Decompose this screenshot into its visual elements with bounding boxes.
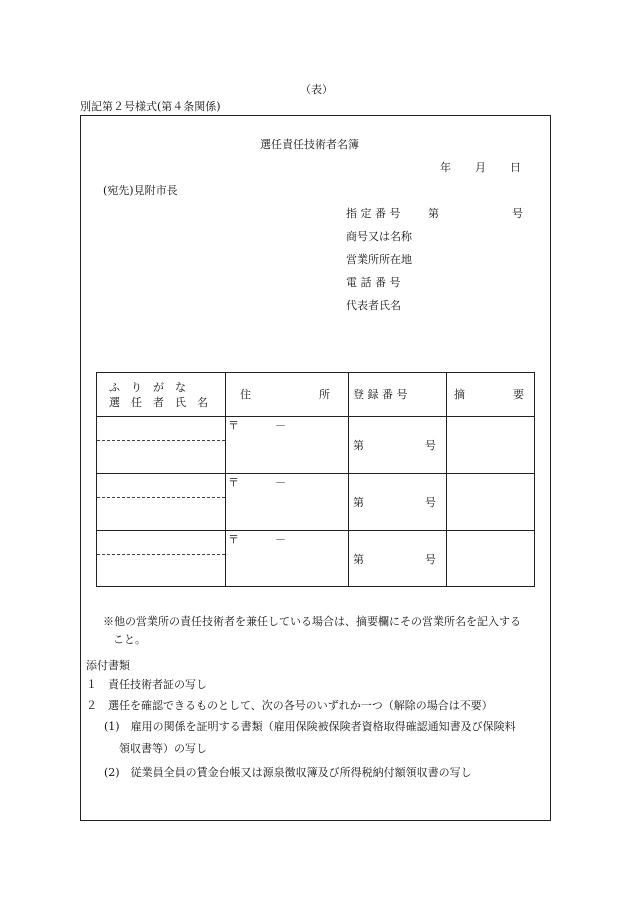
attachments-heading: 添付書類 bbox=[86, 659, 130, 672]
attachment-sub-1-line-2: 領収書等）の写し bbox=[119, 742, 207, 755]
form-title: 選任責任技術者名簿 bbox=[260, 138, 359, 151]
top-label: （表） bbox=[300, 83, 333, 96]
header-notes-2: 要 bbox=[513, 388, 524, 401]
row3-reg-prefix: 第 bbox=[353, 553, 364, 566]
furigana-divider bbox=[97, 440, 225, 441]
row2-reg-suffix: 号 bbox=[425, 496, 436, 509]
header-notes-1: 摘 bbox=[454, 388, 465, 401]
table-col-divider bbox=[446, 373, 447, 586]
row1-dash: － bbox=[275, 419, 286, 432]
row1-reg-suffix: 号 bbox=[425, 439, 436, 452]
header-furigana: ふ り が な bbox=[109, 381, 186, 394]
row2-dash: － bbox=[275, 476, 286, 489]
table-col-divider bbox=[225, 373, 226, 586]
attachment-item-1: １ 責任技術者証の写し bbox=[86, 678, 207, 691]
table-row-divider bbox=[97, 416, 534, 417]
form-id: 別記第２号様式(第４条関係) bbox=[80, 100, 221, 113]
table-row-divider bbox=[97, 473, 534, 474]
header-address-1: 住 bbox=[240, 388, 251, 401]
trade-name-label: 商号又は名称 bbox=[346, 230, 412, 243]
designation-prefix: 第 bbox=[428, 207, 439, 220]
designation-suffix: 号 bbox=[512, 207, 523, 220]
note-line-2: こと。 bbox=[113, 633, 146, 646]
row1-reg-prefix: 第 bbox=[353, 439, 364, 452]
furigana-divider bbox=[97, 497, 225, 498]
header-notes bbox=[454, 389, 524, 400]
row3-reg-suffix: 号 bbox=[425, 553, 436, 566]
row2-reg-prefix: 第 bbox=[353, 496, 364, 509]
header-name: 選 任 者 氏 名 bbox=[109, 396, 208, 409]
row3-postal: 〒 bbox=[228, 533, 239, 546]
office-address-label: 営業所所在地 bbox=[346, 253, 412, 266]
attachment-sub-1-line-1: (1) 雇用の関係を証明する書類（雇用保険被保険者資格取得確認通知書及び保険料 bbox=[104, 720, 516, 733]
note-line-1: ※他の営業所の責任技術者を兼任している場合は、摘要欄にその営業所名を記入する bbox=[103, 615, 521, 628]
header-address bbox=[240, 389, 330, 400]
date-day: 日 bbox=[510, 161, 521, 174]
header-address-2: 所 bbox=[319, 388, 330, 401]
row1-postal: 〒 bbox=[228, 419, 239, 432]
furigana-divider bbox=[97, 554, 225, 555]
phone-label: 電 話 番 号 bbox=[346, 276, 401, 289]
addressee: (宛先)見附市長 bbox=[103, 184, 178, 197]
table-row-divider bbox=[97, 530, 534, 531]
table-col-divider bbox=[348, 373, 349, 586]
designation-label: 指 定 番 号 bbox=[346, 207, 401, 220]
date-month: 月 bbox=[475, 161, 486, 174]
row2-postal: 〒 bbox=[228, 476, 239, 489]
date-year: 年 bbox=[440, 161, 451, 174]
attachment-sub-2: (2) 従業員全員の賃金台帳又は源泉徴収簿及び所得税納付額領収書の写し bbox=[104, 766, 472, 779]
header-registration: 登 録 番 号 bbox=[353, 388, 408, 401]
row3-dash: － bbox=[275, 533, 286, 546]
attachment-item-2: ２ 選任を確認できるものとして、次の各号のいずれか一つ（解除の場合は不要） bbox=[86, 699, 493, 712]
technician-table bbox=[96, 372, 535, 587]
representative-label: 代表者氏名 bbox=[346, 299, 401, 312]
